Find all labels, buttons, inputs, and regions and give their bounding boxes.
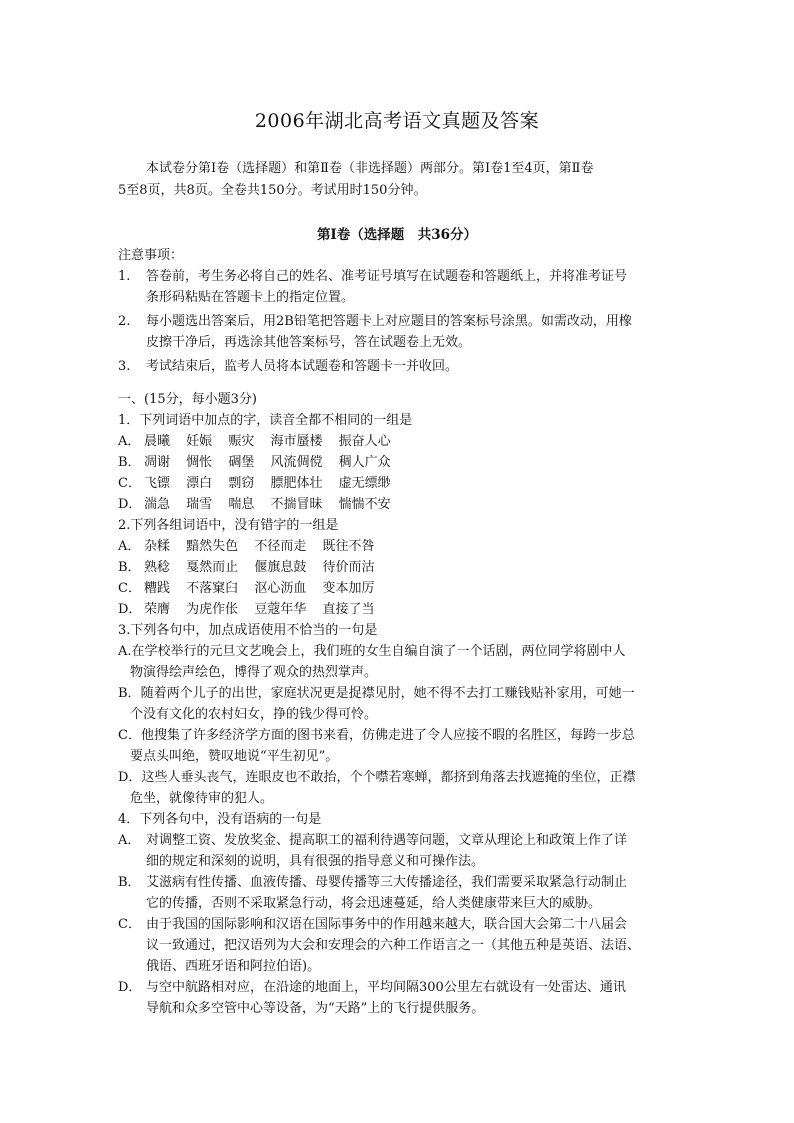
option-text: 这些人垂头丧气，连眼皮也不敢抬，个个噤若寒蝉，都挤到角落去找遮掩的坐位，正襟 [141, 770, 636, 785]
option-word: 豆蔻年华 [254, 602, 307, 617]
option-letter: A． [118, 434, 141, 449]
option-row [118, 578, 684, 599]
option-text: 它的传播，否则不采取紧急行动，将会迅速蔓延，给人类健康带来巨大的威胁。 [146, 896, 602, 911]
option-word: 赈灾 [228, 434, 255, 449]
notes-item-text: 皮擦干净后，再选涂其他答案标号，答在试题卷上无效。 [146, 335, 472, 350]
option-letter: B． [118, 455, 141, 470]
option-paragraph [118, 641, 684, 683]
option-paragraph [118, 683, 684, 725]
question-stem: 3.下列各句中，加点成语使用不恰当的一句是 [118, 623, 378, 638]
questions-block [118, 389, 684, 1019]
option-letter: B． [118, 560, 141, 575]
option-word: 不揣冒昧 [270, 497, 323, 512]
option-word: 振奋人心 [338, 434, 391, 449]
option-letter: B． [118, 686, 141, 701]
option-word: 待价而沽 [322, 560, 375, 575]
option-word: 风流倜傥 [270, 455, 323, 470]
option-word: 戛然而止 [186, 560, 239, 575]
intro-paragraph [118, 158, 678, 202]
option-line [118, 725, 684, 746]
option-line [118, 767, 684, 788]
option-word: 瑞雪 [186, 497, 213, 512]
option-text: 他搜集了许多经济学方面的图书来看，仿佛走进了令人应接不暇的名胜区，每跨一步总 [140, 728, 635, 743]
notes-item-number: 3. [118, 359, 131, 374]
option-text: 要点头叫绝，赞叹地说“平生初见”。 [130, 749, 339, 764]
notes-item-text: 条形码粘贴在答题卡上的指定位置。 [146, 290, 355, 305]
option-paragraph [118, 767, 684, 809]
question-stem: 1．下列词语中加点的字，读音全都不相同的一组是 [118, 413, 413, 428]
notes-item [118, 356, 678, 377]
option-word: 惴惴不安 [338, 497, 391, 512]
option-letter: D． [118, 770, 142, 785]
option-line [118, 683, 684, 704]
option-letter: C． [118, 581, 141, 596]
option-line [118, 641, 684, 662]
option-word: 杂糅 [144, 539, 171, 554]
option-paragraph [118, 725, 684, 767]
option-letter: B． [118, 875, 141, 890]
option-word: 妊娠 [186, 434, 213, 449]
document-title: 2006年湖北高考语文真题及答案 [254, 110, 540, 132]
option-word: 漂白 [186, 476, 213, 491]
option-text: 在学校举行的元旦文艺晚会上，我们班的女生自编自演了一个话剧，两位同学将剧中人 [131, 644, 626, 659]
option-text: 与空中航路相对应，在沿途的地面上，平均间隔300公里左右就设有一处雷达、通讯 [146, 980, 626, 995]
option-word: 变本加厉 [322, 581, 375, 596]
option-row [118, 431, 684, 452]
option-text: 对调整工资、发放奖金、提高职工的福利待遇等问题，文章从理论上和政策上作了详 [146, 833, 628, 848]
option-text: 由于我国的国际影响和汉语在国际事务中的作用越来越大，联合国大会第二十八届会 [146, 917, 628, 932]
option-text: 物演得绘声绘色，博得了观众的热烈掌声。 [130, 665, 378, 680]
option-word: 为虎作伥 [186, 602, 239, 617]
option-word: 不径而走 [254, 539, 307, 554]
option-word: 膘肥体壮 [270, 476, 323, 491]
option-row [118, 494, 684, 515]
option-word: 偃旗息鼓 [254, 560, 307, 575]
option-paragraph [118, 977, 684, 1019]
section-title: 第Ⅰ卷（选择题 共36分） [316, 227, 478, 243]
notes-item [118, 266, 678, 308]
option-letter: D． [118, 497, 142, 512]
option-letter: C． [118, 728, 141, 743]
question-stem: 4．下列各句中，没有语病的一句是 [118, 812, 322, 827]
option-word: 喘息 [228, 497, 255, 512]
option-paragraph [118, 830, 684, 872]
option-letter: A． [118, 833, 141, 848]
option-word: 直接了当 [322, 602, 375, 617]
option-row [118, 599, 684, 620]
option-letter: C． [118, 476, 141, 491]
option-word: 惆怅 [186, 455, 213, 470]
option-row [118, 536, 684, 557]
notes-block [118, 245, 678, 380]
option-word: 剽窃 [228, 476, 255, 491]
option-word: 虚无缥缈 [338, 476, 391, 491]
intro-line: 5至8页，共8页。全卷共150分。考试用时150分钟。 [118, 183, 427, 198]
option-text: 议一致通过，把汉语列为大会和安理会的六种工作语言之一（其他五种是英语、法语、 [146, 938, 641, 953]
option-text: 导航和众多空管中心等设备，为“天路”上的飞行提供服务。 [146, 1001, 485, 1016]
option-word: 凋谢 [144, 455, 171, 470]
notes-item [118, 311, 678, 353]
option-word: 晨曦 [144, 434, 171, 449]
notes-item-text: 每小题选出答案后，用2B铅笔把答题卡上对应题目的答案标号涂黑。如需改动，用橡 [146, 314, 632, 329]
option-text: 细的规定和深刻的说明，具有很强的指导意义和可操作法。 [146, 854, 485, 869]
option-row [118, 557, 684, 578]
option-text: 俄语、西班牙语和阿拉伯语)。 [146, 959, 321, 974]
option-word: 湍急 [144, 497, 171, 512]
option-letter: A． [118, 539, 141, 554]
question-stem: 2.下列各组词语中，没有错字的一组是 [118, 518, 339, 533]
option-row [118, 452, 684, 473]
option-text: 个没有文化的农村妇女，挣的钱少得可怜。 [130, 707, 378, 722]
intro-line: 本试卷分第Ⅰ卷（选择题）和第Ⅱ卷（非选择题）两部分。第Ⅰ卷1至4页，第Ⅱ卷 [146, 161, 594, 176]
option-paragraph [118, 914, 684, 977]
option-paragraph [118, 872, 684, 914]
option-word: 既往不咎 [322, 539, 375, 554]
option-text: 艾滋病有性传播、血液传播、母婴传播等三大传播途径，我们需要采取紧急行动制止 [146, 875, 628, 890]
notes-item-text: 考试结束后，监考人员将本试题卷和答题卡一并收回。 [146, 359, 459, 374]
option-text: 随着两个儿子的出世，家庭状况更是捉襟见肘，她不得不去打工赚钱贴补家用，可她一 [140, 686, 635, 701]
option-word: 糟践 [144, 581, 171, 596]
option-word: 荣膺 [144, 602, 171, 617]
option-letter: D． [118, 980, 142, 995]
option-word: 稠人广众 [338, 455, 391, 470]
part-header: 一、(15分，每小题3分) [118, 392, 257, 407]
option-letter: D． [118, 602, 142, 617]
notes-item-number: 1. [118, 269, 131, 284]
option-word: 黯然失色 [186, 539, 239, 554]
option-letter: A. [118, 644, 132, 659]
option-word: 飞镖 [144, 476, 171, 491]
option-letter: C． [118, 917, 141, 932]
notes-item-text: 答卷前，考生务必将自己的姓名、准考证号填写在试题卷和答题纸上，并将准考证号 [146, 269, 628, 284]
option-row [118, 473, 684, 494]
option-word: 沤心沥血 [254, 581, 307, 596]
notes-heading: 注意事项： [118, 248, 184, 263]
option-word: 海市蜃楼 [270, 434, 323, 449]
notes-item-number: 2. [118, 314, 131, 329]
option-word: 碉堡 [228, 455, 255, 470]
option-text: 危坐，就像待审的犯人。 [130, 791, 274, 806]
option-word: 熟稔 [144, 560, 171, 575]
option-word: 不落窠臼 [186, 581, 239, 596]
